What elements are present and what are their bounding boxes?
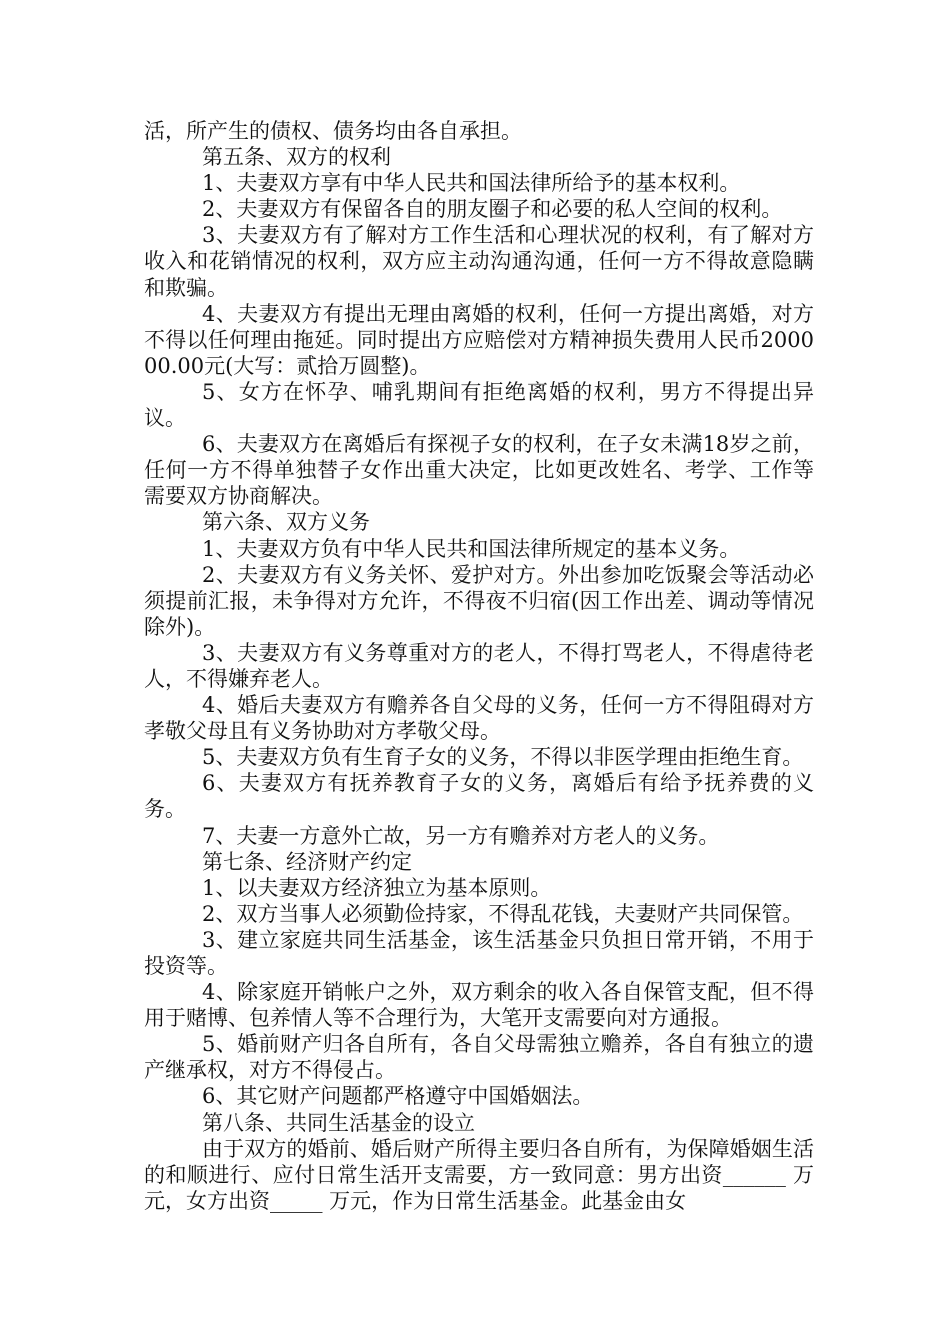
article-7-item-4: 4、除家庭开销帐户之外，双方剩余的收入各自保管支配，但不得用于赌博、包养情人等不合理行为，大笔开支需要向对方通报。 bbox=[144, 980, 814, 1031]
article-5-item-6: 6、夫妻双方在离婚后有探视子女的权利，在子女未满18岁之前，任何一方不得单独替子女作出重大决定，比如更改姓名、考学、工作等需要双方协商解决。 bbox=[144, 432, 814, 509]
article-7-item-2: 2、双方当事人必须勤俭持家，不得乱花钱，夫妻财产共同保管。 bbox=[202, 901, 804, 926]
article-6-item-7: 7、夫妻一方意外亡故，另一方有赡养对方老人的义务。 bbox=[202, 823, 720, 848]
article-6-item-4: 4、婚后夫妻双方有赡养各自父母的义务，任何一方不得阻碍对方孝敬父母且有义务协助对方孝敬父母。 bbox=[144, 693, 814, 744]
article-7-item-3: 3、建立家庭共同生活基金，该生活基金只负担日常开销，不用于投资等。 bbox=[144, 927, 814, 978]
article-5-item-4: 4、夫妻双方有提出无理由离婚的权利，任何一方提出离婚，对方不得以任何理由拖延。同时提出方应赔偿对方精神损失费用人民币200000.00元(大写：贰拾万圆整)。 bbox=[144, 301, 814, 378]
article-5-item-5: 5、女方在怀孕、哺乳期间有拒绝离婚的权利，男方不得提出异议。 bbox=[144, 379, 814, 431]
article-6-heading: 第六条、双方义务 bbox=[202, 510, 370, 535]
article-5-item-1: 1、夫妻双方享有中华人民共和国法律所给予的基本权利。 bbox=[202, 171, 741, 196]
article-6-item-6: 6、夫妻双方有抚养教育子女的义务，离婚后有给予抚养费的义务。 bbox=[144, 771, 814, 822]
article-7-item-1: 1、以夫妻双方经济独立为基本原则。 bbox=[202, 875, 552, 900]
article-6-item-5: 5、夫妻双方负有生育子女的义务，不得以非医学理由拒绝生育。 bbox=[202, 745, 804, 770]
article-5-item-3: 3、夫妻双方有了解对方工作生活和心理状况的权利，有了解对方收入和花销情况的权利，双方应主动沟通沟通，任何一方不得故意隐瞒和欺骗。 bbox=[144, 223, 814, 300]
article-6-item-1: 1、夫妻双方负有中华人民共和国法律所规定的基本义务。 bbox=[202, 536, 741, 561]
article-7-heading: 第七条、经济财产约定 bbox=[202, 849, 412, 874]
article-7-item-5: 5、婚前财产归各自所有，各自父母需独立赡养，各自有独立的遗产继承权，对方不得侵占。 bbox=[144, 1032, 814, 1083]
document-body bbox=[144, 118, 814, 1214]
article-8-heading: 第八条、共同生活基金的设立 bbox=[202, 1110, 475, 1135]
paragraph-continuation: 活，所产生的债权、债务均由各自承担。 bbox=[144, 119, 522, 143]
article-6-item-2: 2、夫妻双方有义务关怀、爱护对方。外出参加吃饭聚会等活动必须提前汇报，未争得对方允许，不得夜不归宿(因工作出差、调动等情况除外)。 bbox=[144, 562, 814, 639]
article-5-heading: 第五条、双方的权利 bbox=[202, 145, 391, 170]
article-5-item-2: 2、夫妻双方有保留各自的朋友圈子和必要的私人空间的权利。 bbox=[202, 197, 783, 222]
article-8-body: 由于双方的婚前、婚后财产所得主要归各自所有，为保障婚姻生活的和顺进行、应付日常生活开支需要，方一致同意：男方出资______ 万元，女方出资_____ 万元，作为日常生活基金。此基金由女 bbox=[144, 1136, 814, 1213]
article-7-item-6: 6、其它财产问题都严格遵守中国婚姻法。 bbox=[202, 1084, 594, 1109]
article-6-item-3: 3、夫妻双方有义务尊重对方的老人，不得打骂老人，不得虐待老人，不得嫌弃老人。 bbox=[144, 640, 814, 691]
